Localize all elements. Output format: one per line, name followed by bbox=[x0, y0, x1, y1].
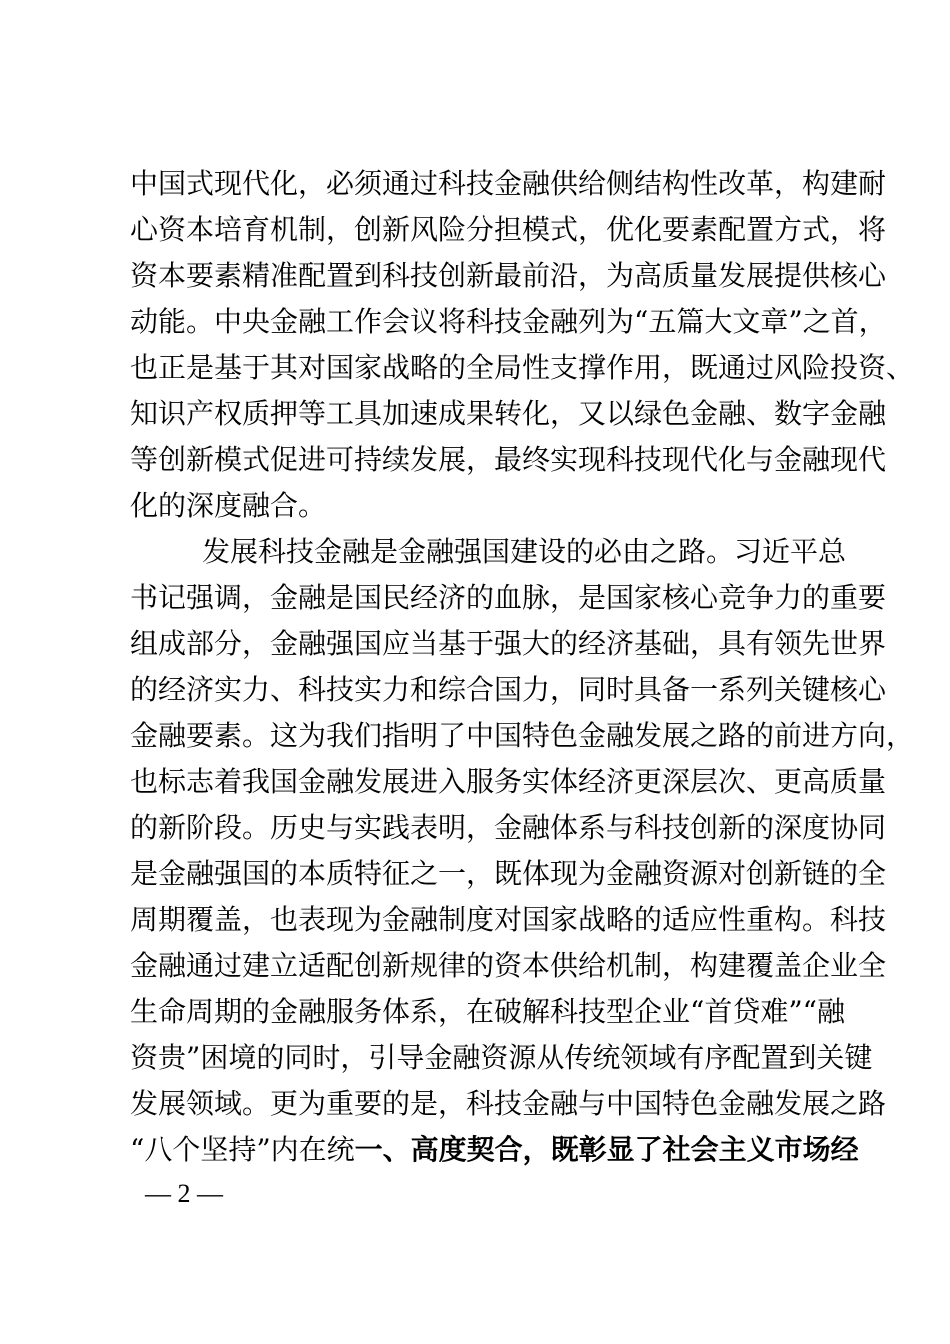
text-line-mixed bbox=[130, 1128, 859, 1172]
text-run-bold: 一、高度契合，既彰显了社会主义市场经 bbox=[354, 1133, 859, 1166]
text-line: 发展领域。更为重要的是，科技金融与中国特色金融发展之路 bbox=[130, 1087, 887, 1120]
text-line: 知识产权质押等工具加速成果转化，又以绿色金融、数字金融 bbox=[130, 397, 887, 430]
text-line: 生命周期的金融服务体系，在破解科技型企业“首贷难”“融 bbox=[130, 995, 845, 1028]
text-line: 组成部分，金融强国应当基于强大的经济基础，具有领先世界 bbox=[130, 627, 887, 660]
text-line: 中国式现代化，必须通过科技金融供给侧结构性改革，构建耐 bbox=[130, 167, 887, 200]
text-line: 的经济实力、科技实力和综合国力，同时具备一系列关键核心 bbox=[130, 673, 887, 706]
text-line: 心资本培育机制，创新风险分担模式，优化要素配置方式，将 bbox=[130, 213, 887, 246]
text-line: 金融要素。这为我们指明了中国特色金融发展之路的前进方向， bbox=[130, 719, 915, 752]
text-line: 资本要素精准配置到科技创新最前沿，为高质量发展提供核心 bbox=[130, 259, 887, 292]
text-line: 也标志着我国金融发展进入服务实体经济更深层次、更高质量 bbox=[130, 765, 887, 798]
text-line: 是金融强国的本质特征之一，既体现为金融资源对创新链的全 bbox=[130, 857, 887, 890]
text-line: 金融通过建立适配创新规律的资本供给机制，构建覆盖企业全 bbox=[130, 949, 887, 982]
text-line: 动能。中央金融工作会议将科技金融列为“五篇大文章”之首， bbox=[130, 305, 887, 338]
text-line: 的新阶段。历史与实践表明，金融体系与科技创新的深度协同 bbox=[130, 811, 887, 844]
text-line: 也正是基于其对国家战略的全局性支撑作用，既通过风险投资、 bbox=[130, 351, 915, 384]
text-line: 发展科技金融是金融强国建设的必由之路。习近平总 bbox=[202, 535, 847, 568]
text-line: 化的深度融合。 bbox=[130, 489, 327, 522]
text-line: 等创新模式促进可持续发展，最终实现科技现代化与金融现代 bbox=[130, 443, 887, 476]
page-number: — 2 — bbox=[145, 1179, 223, 1208]
text-line: 周期覆盖，也表现为金融制度对国家战略的适应性重构。科技 bbox=[130, 903, 887, 936]
text-line: 资贵”困境的同时，引导金融资源从传统领域有序配置到关键 bbox=[130, 1041, 873, 1074]
text-line: 书记强调，金融是国民经济的血脉，是国家核心竞争力的重要 bbox=[130, 581, 887, 614]
text-run-regular: “八个坚持”内在统 bbox=[130, 1133, 355, 1166]
